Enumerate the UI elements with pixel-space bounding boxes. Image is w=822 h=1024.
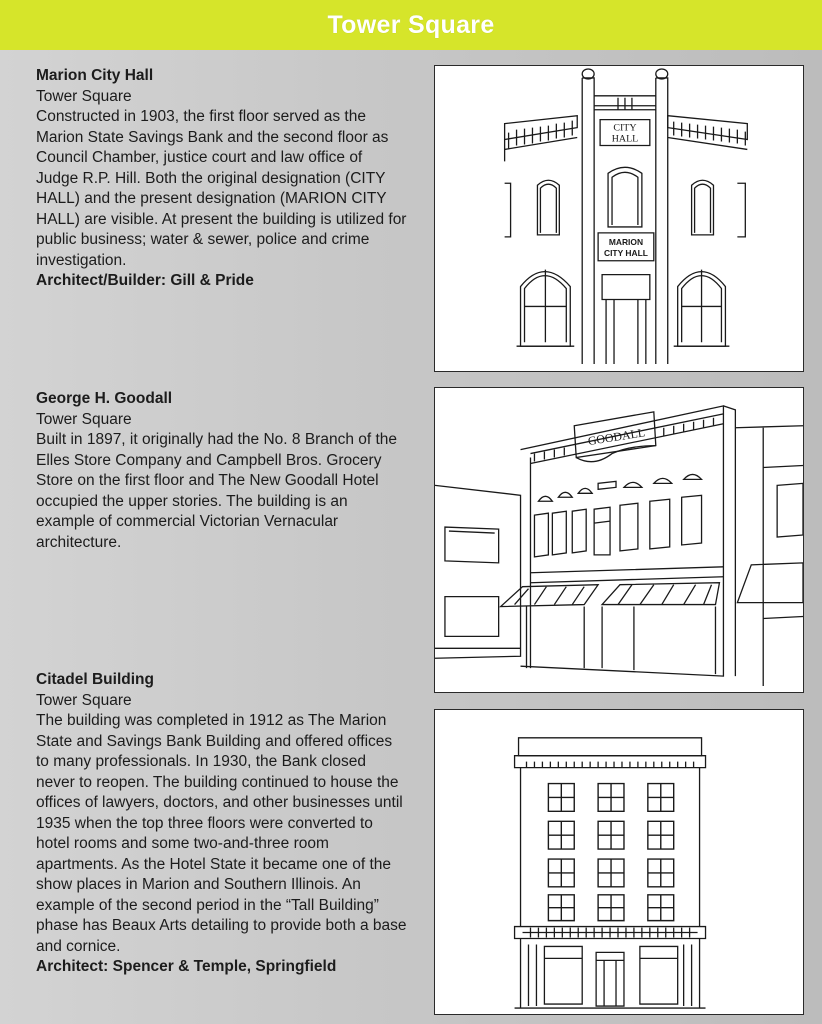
marion-city-hall-sign-line1: MARION xyxy=(608,236,644,247)
entry-citadel-building xyxy=(36,670,408,978)
entry-location: Tower Square xyxy=(36,691,132,709)
entry-architect: Architect/Builder: Gill & Pride xyxy=(36,272,254,289)
illustration-goodall-building xyxy=(434,387,804,693)
header-banner xyxy=(0,0,822,50)
entry-architect: Architect: Spencer & Temple, Springfield xyxy=(36,958,337,975)
entry-location: Tower Square xyxy=(36,410,132,428)
entry-marion-city-hall xyxy=(36,66,408,292)
illustration-citadel-building xyxy=(434,709,804,1015)
entry-description: Built in 1897, it originally had the No. 8 Branch of the Elles Store Company and Campbell Bros. Grocery Store on the first floor and The New Goodall Hotel occupied the upper stories. The building is an example of commercial Victorian Vernacular architecture. xyxy=(36,431,398,551)
goodall-sign: GOODALL xyxy=(586,425,646,449)
page-title: Tower Square xyxy=(327,10,495,39)
city-hall-sign-line2: HALL xyxy=(611,133,639,145)
entry-name: George H. Goodall xyxy=(36,390,173,407)
entry-description: Constructed in 1903, the first floor served as the Marion State Savings Bank and the second floor as Council Chamber, justice court and law office of Judge R.P. Hill. Both the original designation (CITY HALL) and the present designation (MARION CITY HALL) are visible. At present the building is utilized for public business; water & sewer, police and crime investigation. xyxy=(36,108,407,269)
entry-george-h-goodall xyxy=(36,389,408,553)
city-hall-sign-line1: CITY xyxy=(613,122,637,134)
entry-location: Tower Square xyxy=(36,87,132,105)
marion-city-hall-sign-line2: CITY HALL xyxy=(603,247,648,258)
entry-description: The building was completed in 1912 as The Marion State and Savings Bank Building and offered offices to many professionals. In 1930, the Bank closed never to reopen. The building continued to house the offices of lawyers, doctors, and other businesses until 1935 when the top three floors were converted to hotel rooms and some two-and-three room apartments. As the Hotel State it became one of the show places in Marion and Southern Illinois. An example of the second period in the “Tall Building” phase has Beaux Arts detailing to provide both a base and cornice. xyxy=(36,712,407,955)
entry-name: Citadel Building xyxy=(36,671,154,688)
illustration-marion-city-hall xyxy=(434,65,804,372)
entry-name: Marion City Hall xyxy=(36,67,154,84)
